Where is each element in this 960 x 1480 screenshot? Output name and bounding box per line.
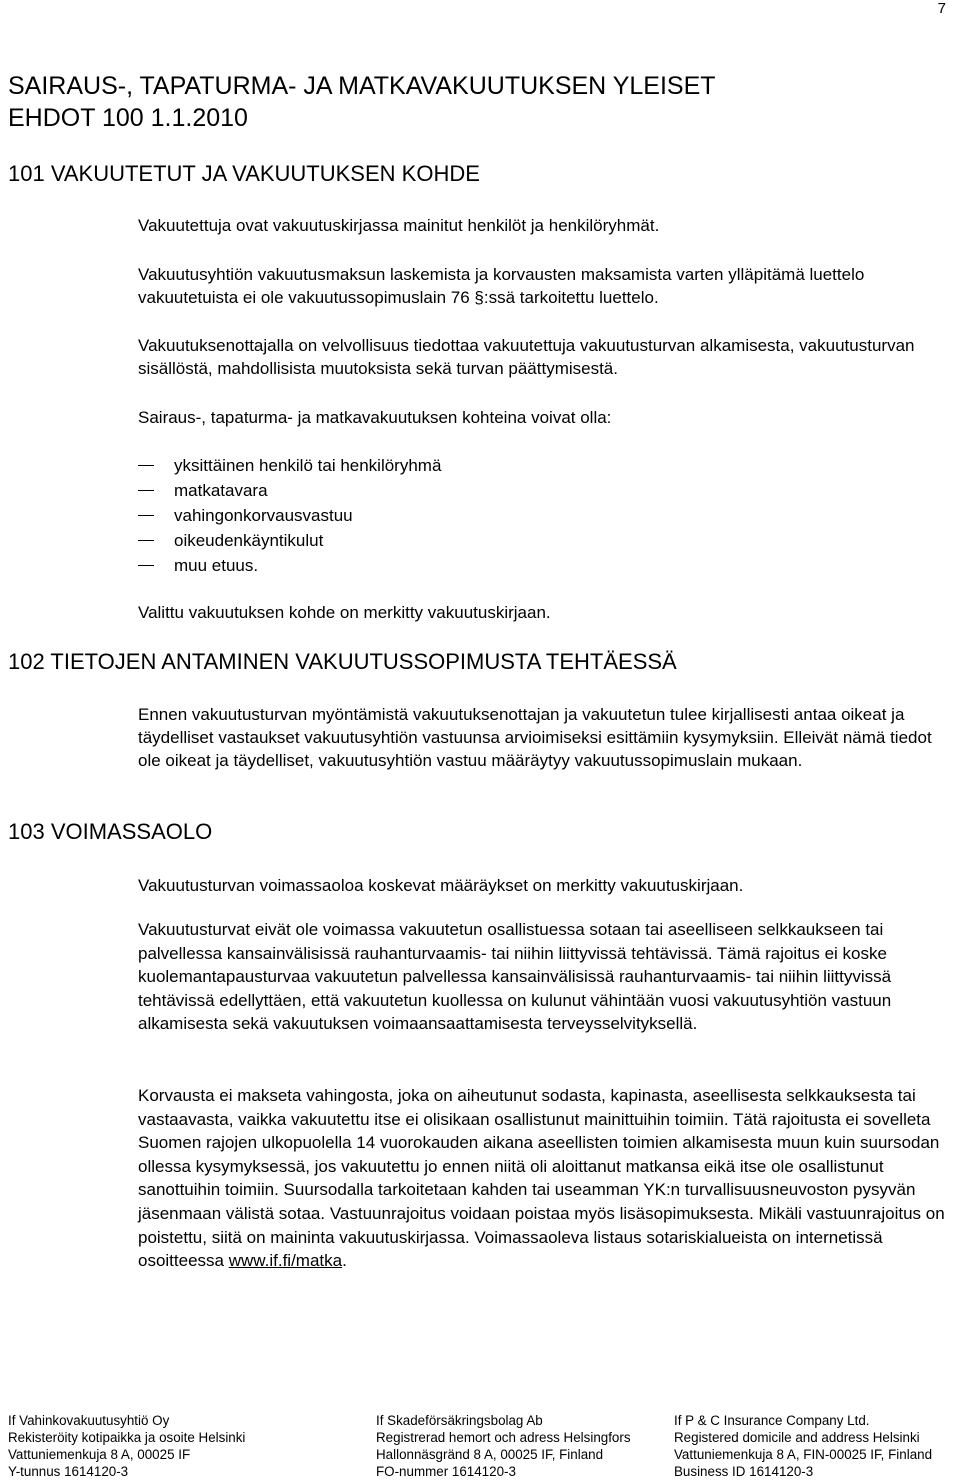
list-item: oikeudenkäyntikulut — [138, 528, 738, 553]
s101-paragraph-1: Vakuutettuja ovat vakuutuskirjassa mainitut henkilöt ja henkilöryhmät. — [138, 216, 660, 235]
footer-company-fi: If Vahinkovakuutusyhtiö Oy Rekisteröity kotipaikka ja osoite Helsinki Vattuniemenkuja 8 A, 00025 IF Y-tunnus 1614120-3 — [8, 1413, 246, 1479]
s101-paragraph-3: Vakuutuksenottajalla on velvollisuus tiedottaa vakuutettuja vakuutusturvan alkamisesta, vakuutusturvan sisällöstä, mahdollisista muutoksista sekä turvan päättymisestä. — [138, 336, 915, 378]
page-number: 7 — [937, 0, 946, 17]
dash-bullet — [138, 515, 154, 516]
dash-bullet — [138, 490, 154, 491]
insured-objects-list — [138, 453, 738, 578]
list-item: yksittäinen henkilö tai henkilöryhmä — [138, 453, 738, 478]
document-title — [8, 70, 716, 134]
list-item: muu etuus. — [138, 553, 738, 578]
section-103-heading: 103 VOIMASSAOLO — [8, 819, 213, 844]
s101-paragraph-2: Vakuutusyhtiön vakuutusmaksun laskemista ja korvausten maksamista varten ylläpitämä luettelo vakuutetuista ei ole vakuutussopimuslain 76 §:ssä tarkoitettu luettelo. — [138, 265, 865, 307]
s103-paragraph-2: Vakuutusturvat eivät ole voimassa vakuutetun osallistuessa sotaan tai aseelliseen selkkaukseen tai palvellessa kansainvälisissä rauhanturvaamis- tai niihin liittyvissä tehtävissä. Tämä rajoitus ei koske kuolemantapausturvaa vakuutetun palvellessa kansainvälisissä rauhanturvaamis- tai niihin liittyvissä tehtävissä edellyttäen, että vakuutetun kuollessa on kulunut vähintään vuosi vakuutusyhtiön vastuun alkamisesta sekä vakuutuksen voimaansaattamisesta terveysselvityksellä. — [138, 920, 892, 1034]
s101-paragraph-5: Valittu vakuutuksen kohde on merkitty vakuutuskirjaan. — [138, 603, 551, 622]
section-102-heading: 102 TIETOJEN ANTAMINEN VAKUUTUSSOPIMUSTA TEHTÄESSÄ — [8, 649, 677, 674]
dash-bullet — [138, 565, 154, 566]
s102-paragraph-1: Ennen vakuutusturvan myöntämistä vakuutuksenottajan ja vakuutetun tulee kirjallisesti antaa oikeat ja täydelliset vastaukset vakuutusyhtiön vastuunsa arvioimiseksi esittämiin kysymyksiin. Elleivät nämä tiedot ole oikeat ja täydelliset, vakuutusyhtiön vastuu määräytyy vakuutussopimuslain mukaan. — [138, 705, 932, 770]
title-line-2: EHDOT 100 1.1.2010 — [8, 104, 248, 132]
s101-paragraph-4: Sairaus-, tapaturma- ja matkavakuutuksen kohteina voivat olla: — [138, 408, 612, 427]
section-101-heading: 101 VAKUUTETUT JA VAKUUTUKSEN KOHDE — [8, 161, 480, 186]
sotariski-link[interactable]: www.if.fi/matka — [228, 1251, 343, 1271]
s103-paragraph-3: Korvausta ei makseta vahingosta, joka on aiheutunut sodasta, kapinasta, aseellisesta selkkauksesta tai vastaavasta, vaikka vakuutettu itse ei olisikaan osallistunut mainittuihin toimiin. Tätä rajoitusta ei sovelleta Suomen rajojen ulkopuolella 14 vuorokauden aikana aseellisten toimien alkamisesta muun kuin suursodan ollessa kysymyksessä, jos vakuutettu jo ennen niitä oli aloittanut matkansa eikä itse ole osallistunut sanottuihin toimiin. Suursodalla tarkoitetaan kahden tai useamman YK:n turvallisuusneuvoston pysyvän jäsenmaan välistä sotaa. Vastuunrajoitus voidaan poistaa myös lisäsopimuksesta. Mikäli vastuunrajoitus on poistettu, siitä on maininta vakuutuskirjassa. Voimassaoleva listaus sotariskialueista on internetissä osoitteessa www.if.fi/matka. — [138, 1086, 945, 1271]
dash-bullet — [138, 465, 154, 466]
s103-paragraph-1: Vakuutusturvan voimassaoloa koskevat määräykset on merkitty vakuutuskirjaan. — [138, 876, 744, 895]
dash-bullet — [138, 540, 154, 541]
title-line-1: SAIRAUS-, TAPATURMA- JA MATKAVAKUUTUKSEN YLEISET — [8, 72, 716, 100]
list-item: vahingonkorvausvastuu — [138, 503, 738, 528]
list-item: matkatavara — [138, 478, 738, 503]
footer-company-sv: If Skadeförsäkringsbolag Ab Registrerad hemort och adress Helsingfors Hallonnäsgränd 8 A, 00025 IF, Finland FO-nummer 1614120-3 — [376, 1413, 631, 1479]
footer-company-en: If P & C Insurance Company Ltd. Registered domicile and address Helsinki Vattuniemenkuja 8 A, FIN-00025 IF, Finland Business ID 1614120-3 — [674, 1413, 933, 1479]
